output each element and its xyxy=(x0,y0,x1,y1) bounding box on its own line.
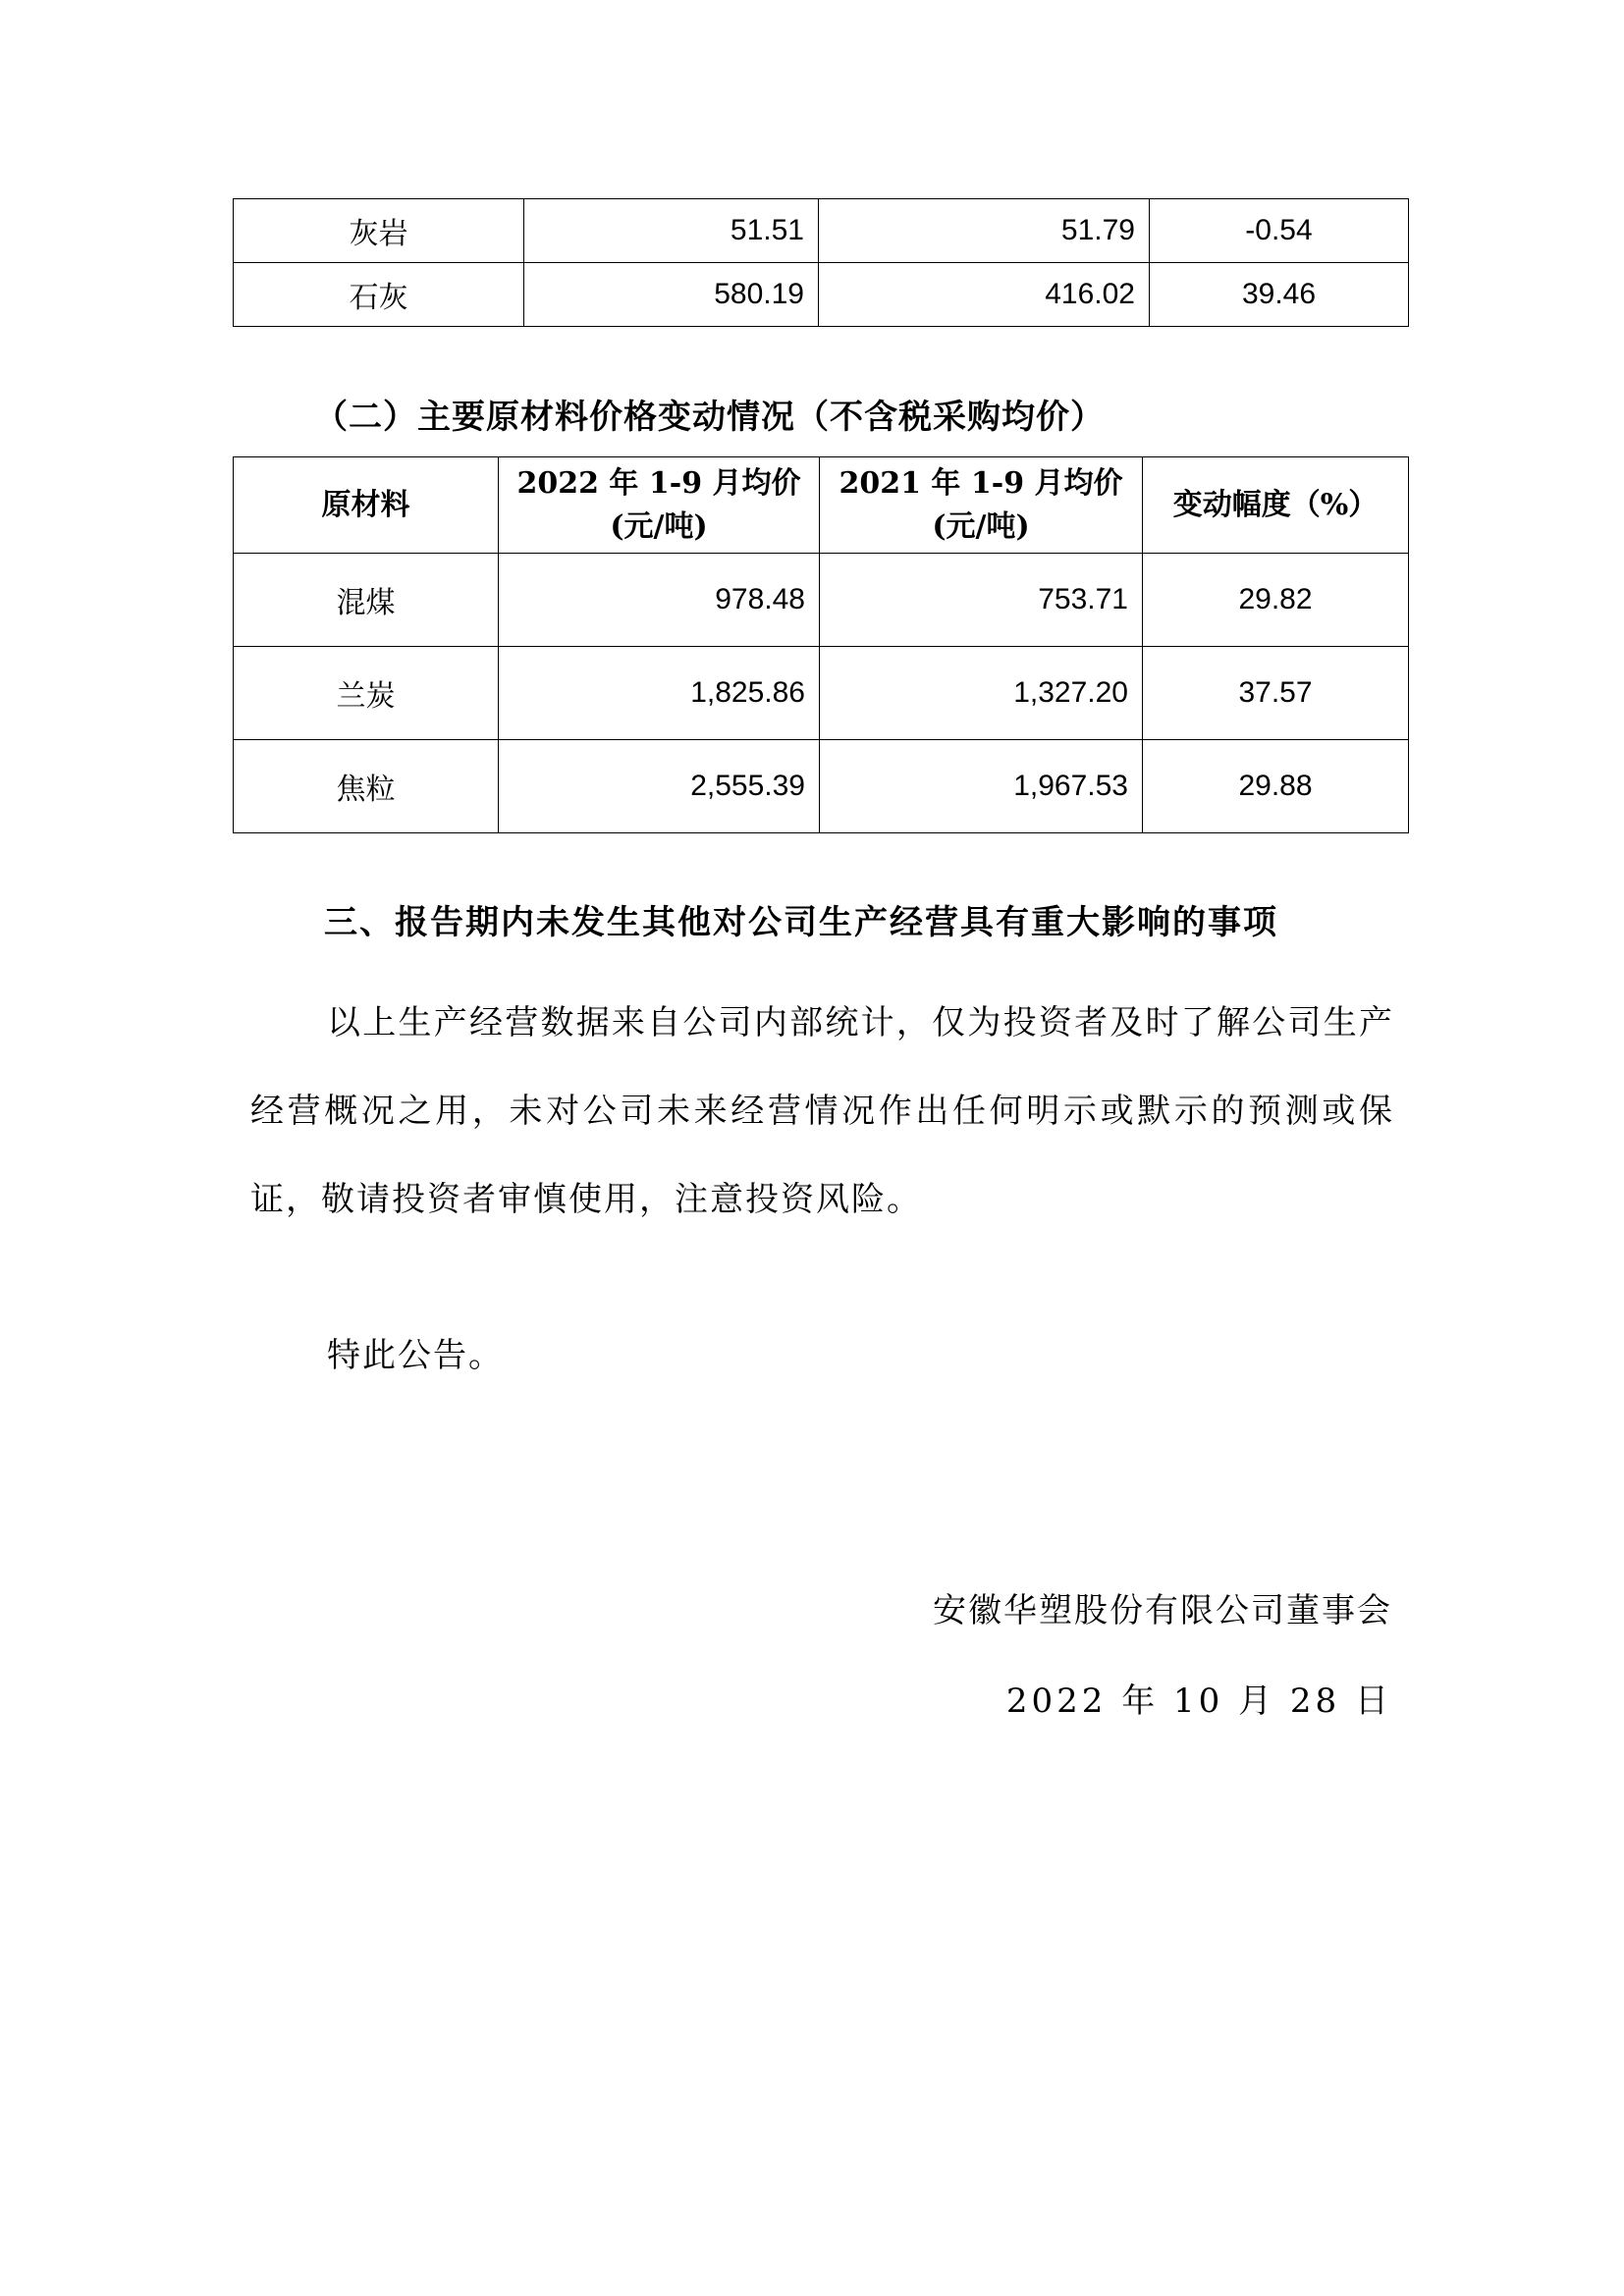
header-avg-2022-line1: 2022 年 1-9 月均价 xyxy=(516,466,801,501)
value-2022: 580.19 xyxy=(524,263,819,327)
change-percent: 39.46 xyxy=(1150,263,1409,327)
header-material-label: 原材料 xyxy=(321,487,410,522)
notice-closing: 特此公告。 xyxy=(327,1336,504,1375)
change-percent: 37.57 xyxy=(1143,647,1409,740)
header-avg-2021-line2: (元/吨) xyxy=(932,508,1030,544)
material-name: 兰炭 xyxy=(234,647,499,740)
disclaimer-paragraph: 以上生产经营数据来自公司内部统计，仅为投资者及时了解公司生产经营概况之用，未对公司未来经营情况作出任何明示或默示的预测或保证，敬请投资者审慎使用，注意投资风险。 xyxy=(250,1003,1394,1219)
value-2021: 1,327.20 xyxy=(820,647,1143,740)
table-raw-material-volume-continued xyxy=(233,198,1409,327)
header-material xyxy=(234,457,499,554)
change-percent: 29.82 xyxy=(1143,554,1409,647)
section-title-no-other-events: 三、报告期内未发生其他对公司生产经营具有重大影响的事项 xyxy=(324,903,1278,942)
header-change-label: 变动幅度（%） xyxy=(1172,487,1379,522)
section-title-raw-material-prices: （二）主要原材料价格变动情况（不含税采购均价） xyxy=(314,398,1105,437)
table-raw-material-prices xyxy=(233,456,1409,833)
value-2021: 753.71 xyxy=(820,554,1143,647)
signature-company: 安徽华塑股份有限公司董事会 xyxy=(933,1591,1392,1630)
material-name: 混煤 xyxy=(234,554,499,647)
header-change xyxy=(1143,457,1409,554)
value-2022: 2,555.39 xyxy=(499,740,820,833)
table-header-row xyxy=(234,457,1409,554)
value-2021: 51.79 xyxy=(819,199,1150,263)
change-percent: -0.54 xyxy=(1150,199,1409,263)
header-avg-2022 xyxy=(499,457,820,554)
table-row xyxy=(234,199,1409,263)
value-2021: 416.02 xyxy=(819,263,1150,327)
signature-date: 2022 年 10 月 28 日 xyxy=(1005,1682,1392,1721)
value-2022: 51.51 xyxy=(524,199,819,263)
header-avg-2021-line1: 2021 年 1-9 月均价 xyxy=(839,466,1123,501)
table-row xyxy=(234,647,1409,740)
material-name: 石灰 xyxy=(234,263,524,327)
value-2022: 978.48 xyxy=(499,554,820,647)
material-name: 灰岩 xyxy=(234,199,524,263)
change-percent: 29.88 xyxy=(1143,740,1409,833)
table-row xyxy=(234,263,1409,327)
table-row xyxy=(234,554,1409,647)
material-name: 焦粒 xyxy=(234,740,499,833)
table-row xyxy=(234,740,1409,833)
header-avg-2022-line2: (元/吨) xyxy=(610,508,708,544)
value-2021: 1,967.53 xyxy=(820,740,1143,833)
value-2022: 1,825.86 xyxy=(499,647,820,740)
header-avg-2021 xyxy=(820,457,1143,554)
